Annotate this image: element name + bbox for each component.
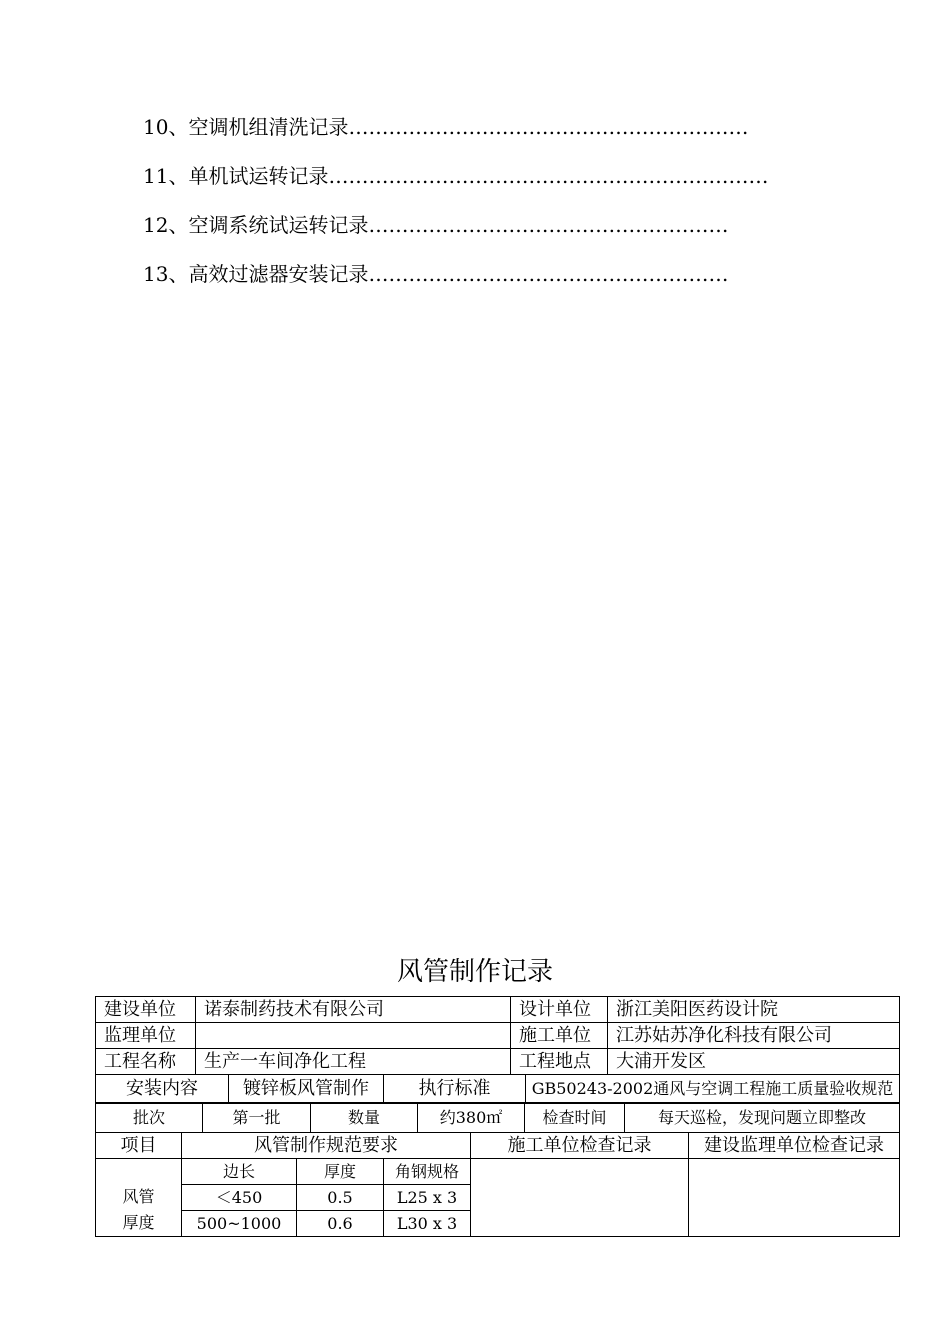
build-unit-value: 诺泰制药技术有限公司 (196, 997, 511, 1023)
check-table (95, 1132, 900, 1237)
spec-header: 风管制作规范要求 (182, 1133, 471, 1159)
spec-edge: ＜450 (182, 1185, 297, 1211)
row-label-line-2: 厚度 (122, 1213, 155, 1232)
item-header: 项目 (96, 1133, 182, 1159)
table-row (96, 1023, 900, 1049)
toc-label: 13、高效过滤器安装记录 (143, 262, 369, 286)
table-row (96, 1159, 900, 1185)
table-row (96, 1104, 900, 1133)
toc-leader: …………………………………………………… (348, 115, 749, 139)
toc-label: 10、空调机组清洗记录 (143, 115, 349, 139)
supervise-unit-label: 监理单位 (96, 1023, 196, 1049)
quantity-label: 数量 (311, 1104, 418, 1133)
construct-unit-label: 施工单位 (511, 1023, 608, 1049)
table-row (96, 1133, 900, 1159)
project-location-value: 大浦开发区 (608, 1049, 900, 1075)
construct-unit-value: 江苏姑苏净化科技有限公司 (608, 1023, 900, 1049)
toc-label: 12、空调系统试运转记录 (143, 213, 369, 237)
spec-thickness: 0.6 (297, 1211, 384, 1237)
toc-leader: ……………………………………………… (368, 262, 729, 286)
table-row (96, 997, 900, 1023)
construct-check-header: 施工单位检查记录 (471, 1133, 689, 1159)
project-location-label: 工程地点 (511, 1049, 608, 1075)
toc-item (143, 110, 783, 159)
batch-value: 第一批 (203, 1104, 311, 1133)
form-title: 风管制作记录 (396, 957, 553, 987)
design-unit-value: 浙江美阳医药设计院 (608, 997, 900, 1023)
spec-edge: 500~1000 (182, 1211, 297, 1237)
duct-thickness-label (96, 1159, 182, 1237)
row-label-line-1: 风管 (122, 1187, 155, 1206)
edge-length-header: 边长 (182, 1159, 297, 1185)
project-name-value: 生产一车间净化工程 (196, 1049, 511, 1075)
project-info-table (95, 996, 900, 1075)
standard-value: GB50243-2002通风与空调工程施工质量验收规范 (526, 1075, 900, 1103)
supervise-unit-value (196, 1023, 511, 1049)
quantity-value: 约380㎡ (418, 1104, 525, 1133)
check-time-label: 检查时间 (525, 1104, 625, 1133)
toc-leader: ………………………………………………………… (328, 164, 769, 188)
construct-check-cell (471, 1159, 689, 1237)
check-time-value: 每天巡检，发现问题立即整改 (625, 1104, 900, 1133)
table-row (96, 1075, 900, 1103)
thickness-header: 厚度 (297, 1159, 384, 1185)
angle-steel-header: 角钢规格 (384, 1159, 471, 1185)
design-unit-label: 设计单位 (511, 997, 608, 1023)
install-content-label: 安装内容 (96, 1075, 229, 1103)
spec-angle: L30 x 3 (384, 1211, 471, 1237)
spec-angle: L25 x 3 (384, 1185, 471, 1211)
toc-item (143, 208, 783, 257)
toc-item (143, 159, 783, 208)
project-name-label: 工程名称 (96, 1049, 196, 1075)
toc-item (143, 257, 783, 306)
toc-label: 11、单机试运转记录 (143, 164, 329, 188)
standard-label: 执行标准 (384, 1075, 526, 1103)
build-unit-label: 建设单位 (96, 997, 196, 1023)
supervise-check-cell (689, 1159, 900, 1237)
toc-leader: ……………………………………………… (368, 213, 729, 237)
install-content-value: 镀锌板风管制作 (229, 1075, 384, 1103)
supervise-check-header: 建设监理单位检查记录 (689, 1133, 900, 1159)
batch-table (95, 1103, 900, 1133)
batch-label: 批次 (96, 1104, 203, 1133)
table-row (96, 1049, 900, 1075)
table-of-contents (143, 110, 783, 306)
spec-thickness: 0.5 (297, 1185, 384, 1211)
install-table (95, 1074, 900, 1103)
